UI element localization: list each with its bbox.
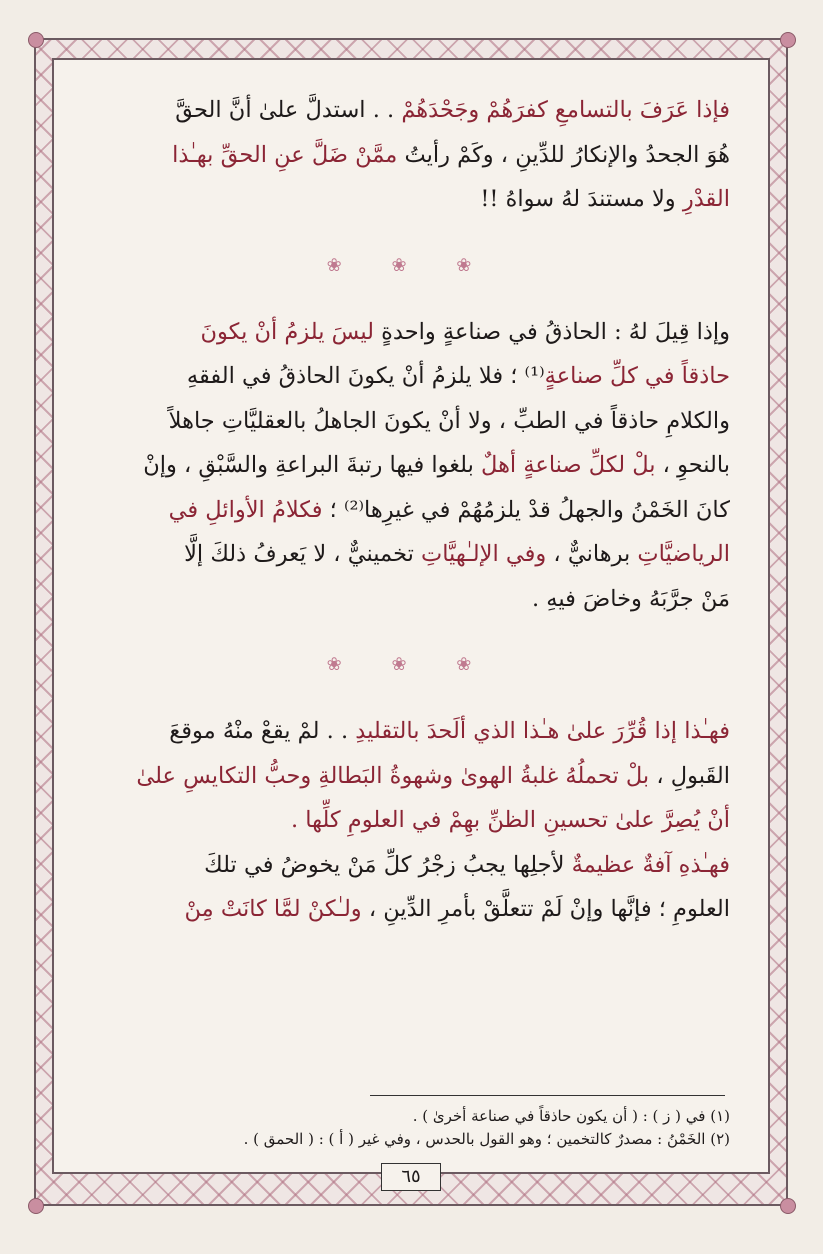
- text-line: القَبولِ ، بلْ تحملُهُ غلبةُ الهوىٰ وشهوةُ البَطالةِ وحبُّ التكايسِ علىٰ: [136, 762, 730, 789]
- footnote-separator: [370, 1095, 725, 1096]
- page-body: [90, 88, 730, 932]
- text-line: فهـٰذا إذا قُرِّرَ علىٰ هـٰذا الذي ألَحدَ بالتقليدِ . . لمْ يقعْ منْهُ موقعَ: [169, 718, 730, 744]
- corner-flower-icon: [28, 1198, 44, 1214]
- text-line: القدْرِ ولا مستندَ لهُ سواهُ !!: [480, 186, 730, 212]
- text-line: العلومِ ؛ فإنَّها وإنْ لَمْ تتعلَّقْ بأمرِ الدِّينِ ، ولـٰكنْ لمَّا كانَتْ مِنْ: [184, 896, 730, 922]
- section-divider-ornament: ❀ ❀ ❀: [326, 254, 494, 276]
- text-line: هُوَ الجحدُ والإنكارُ للدِّينِ ، وكَمْ رأيتُ ممَّنْ ضَلَّ عنِ الحقِّ بهـٰذا: [172, 141, 730, 168]
- corner-flower-icon: [780, 32, 796, 48]
- corner-flower-icon: [28, 32, 44, 48]
- footnote-1: (١) في ( ز ) : ( أن يكون حاذقاً في صناعة أخرىٰ ) .: [412, 1107, 730, 1125]
- section-divider-ornament: ❀ ❀ ❀: [326, 654, 494, 675]
- text-line: الرياضيَّاتِ برهانيٌّ ، وفي الإلـٰهيَّاتِ تخمينيٌّ ، لا يَعرفُ ذلكَ إلَّا: [184, 541, 730, 567]
- corner-flower-icon: [780, 1198, 796, 1214]
- text-line: والكلامِ حاذقاً في الطبِّ ، ولا أنْ يكونَ الجاهلُ بالعقليَّاتِ جاهلاً: [168, 407, 730, 434]
- text-line: وإذا قِيلَ لهُ : الحاذقُ في صناعةٍ واحدةٍ ليسَ يلزمُ أنْ يكونَ: [200, 318, 730, 345]
- text-line: فإذا عَرَفَ بالتسامعِ كفرَهُمْ وجَحْدَهُمْ . . استدلَّ علىٰ أنَّ الحقَّ: [175, 97, 730, 123]
- text-line: حاذقاً في كلِّ صناعةٍ⁽¹⁾ ؛ فلا يلزمُ أنْ يكونَ الحاذقُ في الفقهِ: [186, 363, 730, 389]
- text-line: مَنْ جرَّبَهُ وخاضَ فيهِ .: [531, 585, 730, 612]
- text-line: كانَ الخَمْنُ والجهلُ قدْ يلزمُهُمْ في غيرِها⁽²⁾ ؛ فكلامُ الأوائلِ في: [168, 496, 730, 523]
- footnotes: [90, 1105, 730, 1151]
- page-number: ٦٥: [381, 1163, 441, 1191]
- text-line: أنْ يُصِرَّ علىٰ تحسينِ الظنِّ بهِمْ في العلومِ كلِّها .: [290, 807, 730, 833]
- text-line: فهـٰذهِ آفةٌ عظيمةٌ لأجلِها يجبُ زجْرُ كلِّ مَنْ يخوضُ في تلكَ: [204, 851, 730, 878]
- footnote-2: (٢) الخَمْنُ : مصدرٌ كالتخمين ؛ وهو القول بالحدس ، وفي غير ( أ ) : ( الحمق ) .: [243, 1130, 730, 1148]
- text-line: بالنحوِ ، بلْ لكلِّ صناعةٍ أهلٌ بلغوا فيها رتبةَ البراعةِ والسَّبْقِ ، وإنْ: [143, 452, 730, 478]
